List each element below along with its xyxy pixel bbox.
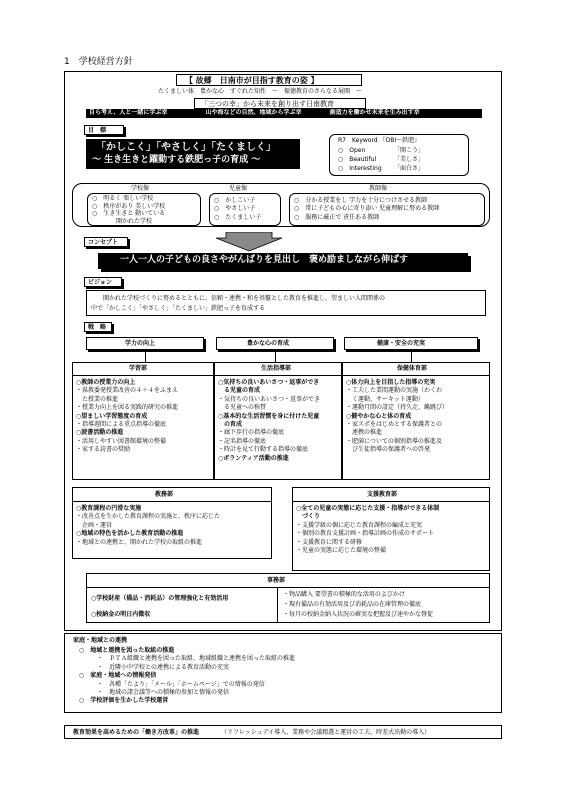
list-line: ○地域の特色を活かした教育活動の推進 [76,530,184,538]
concept-box [98,253,468,269]
office-left-item-1: ○学校財産（備品・消耗品）の管理強化と有効活用 [91,595,229,602]
goal-box [86,139,300,169]
support-dept-box [292,487,490,571]
list-line: ・記名指導の徹底 [218,437,267,445]
list-line: び生徒指導の保護者への啓発 [346,446,431,454]
teacher-ideal-title: 教師像 [369,185,388,192]
academic-dept-list [76,505,220,547]
academic-dept-title: 教務部 [155,491,174,498]
learning-dept-title: 学習部 [129,365,148,372]
list-line: ○望ましい学習態度の育成 [76,412,148,420]
child-ideal-box [209,193,281,226]
school-ideal-item: ○ 明るく 楽しい学校 [92,195,154,202]
list-line: の育成 [218,421,243,429]
list-line: ○ 地域と連携を図った取組の推進 [79,647,175,654]
goal-line-2: ～ 生き生きと躍動する鉄肥っ子の育成 ～ [92,155,261,165]
office-right-item-3: ・毎月の校納金納入状況の確実な把握及び速やかな督促 [283,611,434,618]
vision-section-line-2: 中で「かしこく」「やさしく」「たくましい」鉄肥っ子を育成する [91,305,266,312]
health-dept-box [342,362,490,480]
keyword-2-value: 「美しさ」 [394,156,425,163]
keyword-2-label: ○ Beautiful [338,156,377,163]
list-line: ○教育課程の円滑な実施 [76,505,142,512]
school-ideal-title: 学校像 [131,185,150,192]
child-ideal-title: 児童像 [229,185,248,192]
list-line: ・地域との連携と、開かれた学校の取組の推進 [76,538,203,546]
list-line: ・活用しやすい図書館環境の整備 [76,437,167,445]
school-ideal-item: 開かれた学校 [92,217,153,225]
vision-section-line-1: 開かれた学校づくりに努めるとともに、信頼・連携・和を基盤とした教育を推進し、望ましい人間関係の [103,295,386,302]
list-line: ○教師の授業力の向上 [76,379,136,386]
list-line: ・時計を見て行動する指導の徹底 [218,446,309,454]
goal-line-1: 「かしこく」「やさしく」「たくましく」 [96,142,276,153]
office-dept-box [86,573,490,623]
list-line: ・ 各種「たより」「メール」「ホームページ」での情報の発信 [97,680,265,688]
list-line: ・指導週間による重点指導の徹底 [76,421,167,429]
concept-text: 一人一人の子どもの良さやがんばりを見出し 褒め励ましながら伸ばす [120,255,409,265]
list-line: く運動、サーキット運動） [346,395,424,403]
school-ideal-item: ○ 秩序があり 美しい学校 [92,202,166,210]
office-right-item-2: ・現有備品の有効活用及び消耗品の在庫管理の徹底 [283,601,422,608]
list-line: ○基本的な生活習慣を身に付けた児童 [218,412,320,420]
list-line: ○全ての児童の実態に応じた支援・指導ができる体制 [296,505,440,512]
guidance-dept-list [218,379,320,463]
list-line: ・家する読書の奨励 [76,446,131,454]
list-line: ・ 地域の諸会議等への積極的参加と情報の発信 [97,689,230,697]
vision-bar [86,109,482,118]
strategy-tab: 戦 略 [84,322,112,332]
community-box [64,633,502,713]
motto-text: 「三つの幸」から未来を創り出す日南教育 [201,100,334,108]
list-line: ・廊下歩行の指導の徹底 [218,429,285,437]
health-dept-list [346,379,448,455]
list-line: ○体力向上を目指した指導の充実 [346,379,436,386]
list-line: る児童の育成 [218,387,261,395]
list-line: ・授業力向上を図る実践的研究の推進 [76,404,179,412]
list-line: る児童への称賛 [218,404,267,412]
keyword-3-label: ○ Interesting [338,165,382,172]
vision-bar-item-1: 自ら考え、人と一緒に学ぶ幸 [89,109,168,116]
page-heading: 1 学校経営方針 [64,57,133,67]
footer-rest: （リフレッシュデイ導入、業務や会議精選と運営の工夫、時差式出勤の導入） [221,729,431,736]
list-line: ・県教委発授業改善の４＋４をふまえ [76,387,179,395]
vision-subtitle: たくましい体 豊かな心 すぐれた知性 ～ 振徳教育のさらなる展開 ～ [158,88,363,95]
list-line: 企画・運営 [76,521,113,529]
community-list [75,647,295,706]
list-line: ・ 近隣小中学校との連携による教育活動の充実 [97,663,230,671]
pillar-box-1 [86,337,204,350]
support-dept-title: 支援教育部 [367,491,398,498]
list-line: ・運動月間の設定（持久走、縄跳び） [346,404,449,412]
footer-box [64,725,502,739]
connector-line [411,352,412,362]
child-ideal-item: ○ たくましい子 [214,213,262,221]
list-line: ・改善点を生かした教育課程の実施と、秩序に応じた [76,513,221,521]
footer-bold: 教育効果を高めるための「働き方改革」の推進 [73,729,200,736]
vision-title: 【 故郷 日南市が目指す教育の姿 】 [185,76,319,85]
health-dept-title: 保健体育部 [397,365,428,372]
list-line: ・支援教育に関する研修 [296,538,363,546]
connector-line [145,352,146,362]
concept-tab: コンセプト [84,237,128,247]
list-line: ・支援学級の個に応じた教育課程の編成と充実 [296,521,423,529]
vision-section-tab: ビジョン [84,277,122,287]
list-line: ○気持ちの良いあいさつ・返事ができ [218,379,320,386]
list-line: ○ボランティア活動の推進 [218,454,289,462]
office-dept-title: 事務部 [267,577,286,584]
guidance-dept-box [214,362,342,480]
community-title: 家庭・地域との連携 [73,637,128,644]
list-line: ・個別の教育支援計画・指導計画の作成のサポート [296,530,435,538]
list-line: ・工夫した業間運動の実施（わくわ [346,387,443,395]
ideals-box [72,183,490,227]
pillar-label-3: 健康・安全の充実 [377,340,426,347]
learning-dept-list [76,379,178,455]
child-ideal-item: ○ かしこい子 [214,197,256,204]
support-dept-list [296,505,439,555]
list-line: ・家スポをはじめとする保護者との [346,421,443,429]
child-ideal-item: ○ やさしい子 [214,205,256,213]
academic-dept-box [72,487,272,559]
pillar-label-1: 学力の向上 [125,340,156,347]
pillar-box-3 [344,337,478,350]
list-line: ・児童の実態に応じた環境の整備 [296,547,387,555]
pillar-box-2 [216,337,334,350]
goal-tab: 目 標 [84,125,124,135]
pillar-label-2: 豊かな心の育成 [247,340,290,347]
down-arrow-icon [214,232,284,252]
vision-bar-item-3: 創造力を働かせ未来を生み出す幸 [329,109,420,116]
list-line: ・ ＰＴＡ組織と連携を図った取組、地域組織と連携を図った取組の推進 [97,655,296,663]
list-line: ○ 学校評価を生かした学校運営 [79,697,169,705]
teacher-ideal-box [289,193,485,226]
school-ideal-item: ○ 生き生きと 動いている [92,210,166,217]
list-line: ○ 家庭・地域への情報発信 [79,672,157,680]
teacher-ideal-item: ○ 服務に厳正で 責任ある教師 [294,213,380,221]
school-ideal-box [87,193,201,226]
list-line: 連携の推進 [346,429,383,437]
vision-bar-item-2: 山や海などの自然、地域から学ぶ幸 [205,109,302,116]
guidance-dept-title: 生活指導部 [261,365,292,372]
keyword-1-label: ○ Open [338,147,366,154]
keyword-1-value: 「開こう」 [394,147,425,154]
list-line: ○読書活動の推進 [76,429,124,437]
keyword-box [329,134,469,176]
teacher-ideal-item: ○ 常に子どもの心に寄り添い 児童理解に努める教師 [294,205,440,213]
vision-title-box [176,74,362,86]
connector-line [275,352,276,362]
list-line: た授業の推進 [76,395,119,403]
list-line: ・肥満についての個別指導の推進及 [346,437,442,445]
keyword-3-value: 「面白さ」 [394,165,425,172]
list-line: ○健やかな心と体の育成 [346,412,412,420]
office-right-item-1: ・物品購入 要望書の積極的な活用のよびかけ [283,591,405,598]
list-line: づくり [296,513,321,521]
keyword-title: R7 Keyword 『OBI～鉄肥』 [338,137,421,144]
list-line: ・気持ちの良いあいさつ・返事ができ [218,395,321,403]
motto-box [194,98,366,109]
office-left-item-2: ○校納金の明日内徴収 [91,611,151,618]
vision-section-box [86,290,486,316]
learning-dept-box [72,362,214,480]
teacher-ideal-item: ○ 分かる授業をし 学力を十分につけさせる教師 [294,197,428,204]
